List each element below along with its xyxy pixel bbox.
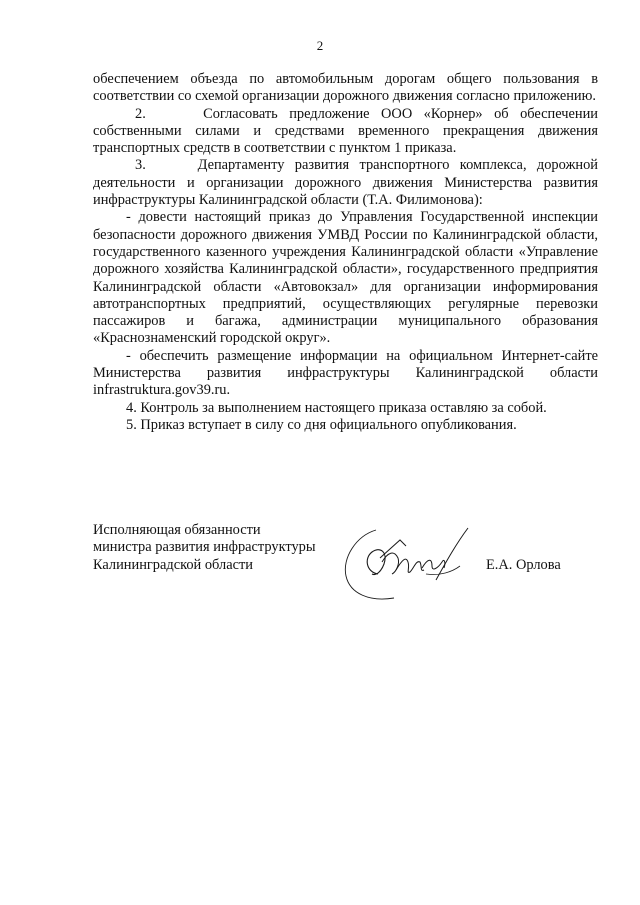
paragraph-item-2: 2. Согласовать предложение ООО «Корнер» об обеспечении собственными силами и средствами временного прекращения движения транспортных средств в соответствии с пунктом 1 приказа.	[93, 105, 598, 157]
signature-block	[93, 522, 613, 612]
handwritten-signature	[336, 522, 476, 602]
paragraph-item-3: 3. Департаменту развития транспортного комплекса, дорожной деятельности и организации дорожного движения Министерства развития инфраструктуры Калининградской области (Т.А. Филимонова):	[93, 157, 598, 209]
paragraph-1-continuation: обеспечением объезда по автомобильным дорогам общего пользования в соответствии со схемой организации дорожного движения согласно приложению.	[93, 71, 598, 105]
paragraph-item-3-subitem-2: - обеспечить размещение информации на официальном Интернет-сайте Министерства развития инфраструктуры Калининградской области infrastruktura.gov39.ru.	[93, 347, 598, 399]
paragraph-item-4: 4. Контроль за выполнением настоящего приказа оставляю за собой.	[126, 399, 547, 416]
signatory-name: Е.А. Орлова	[486, 557, 561, 573]
signatory-title-line: министра развития инфраструктуры	[93, 539, 316, 556]
signatory-title-line: Исполняющая обязанности	[93, 522, 261, 538]
page-number: 2	[316, 38, 324, 53]
document-body	[93, 71, 598, 434]
signatory-title-line: Калининградской области	[93, 556, 253, 573]
signatory-title	[93, 522, 316, 574]
paragraph-item-3-subitem-1: - довести настоящий приказ до Управления Государственной инспекции безопасности дорожного движения УМВД России по Калининградской области, государственного казенного учреждения Калининградской области «Управление дорожного хозяйства Калининградской области», государственного предприятия Калининградской области «Автовокзал» для организации информирования автотранспортных предприятий, осуществляющих регулярные перевозки пассажиров и багажа, администрации муниципального образования «Краснознаменский городской округ».	[93, 209, 598, 347]
paragraph-item-5: 5. Приказ вступает в силу со дня официального опубликования.	[126, 416, 517, 433]
